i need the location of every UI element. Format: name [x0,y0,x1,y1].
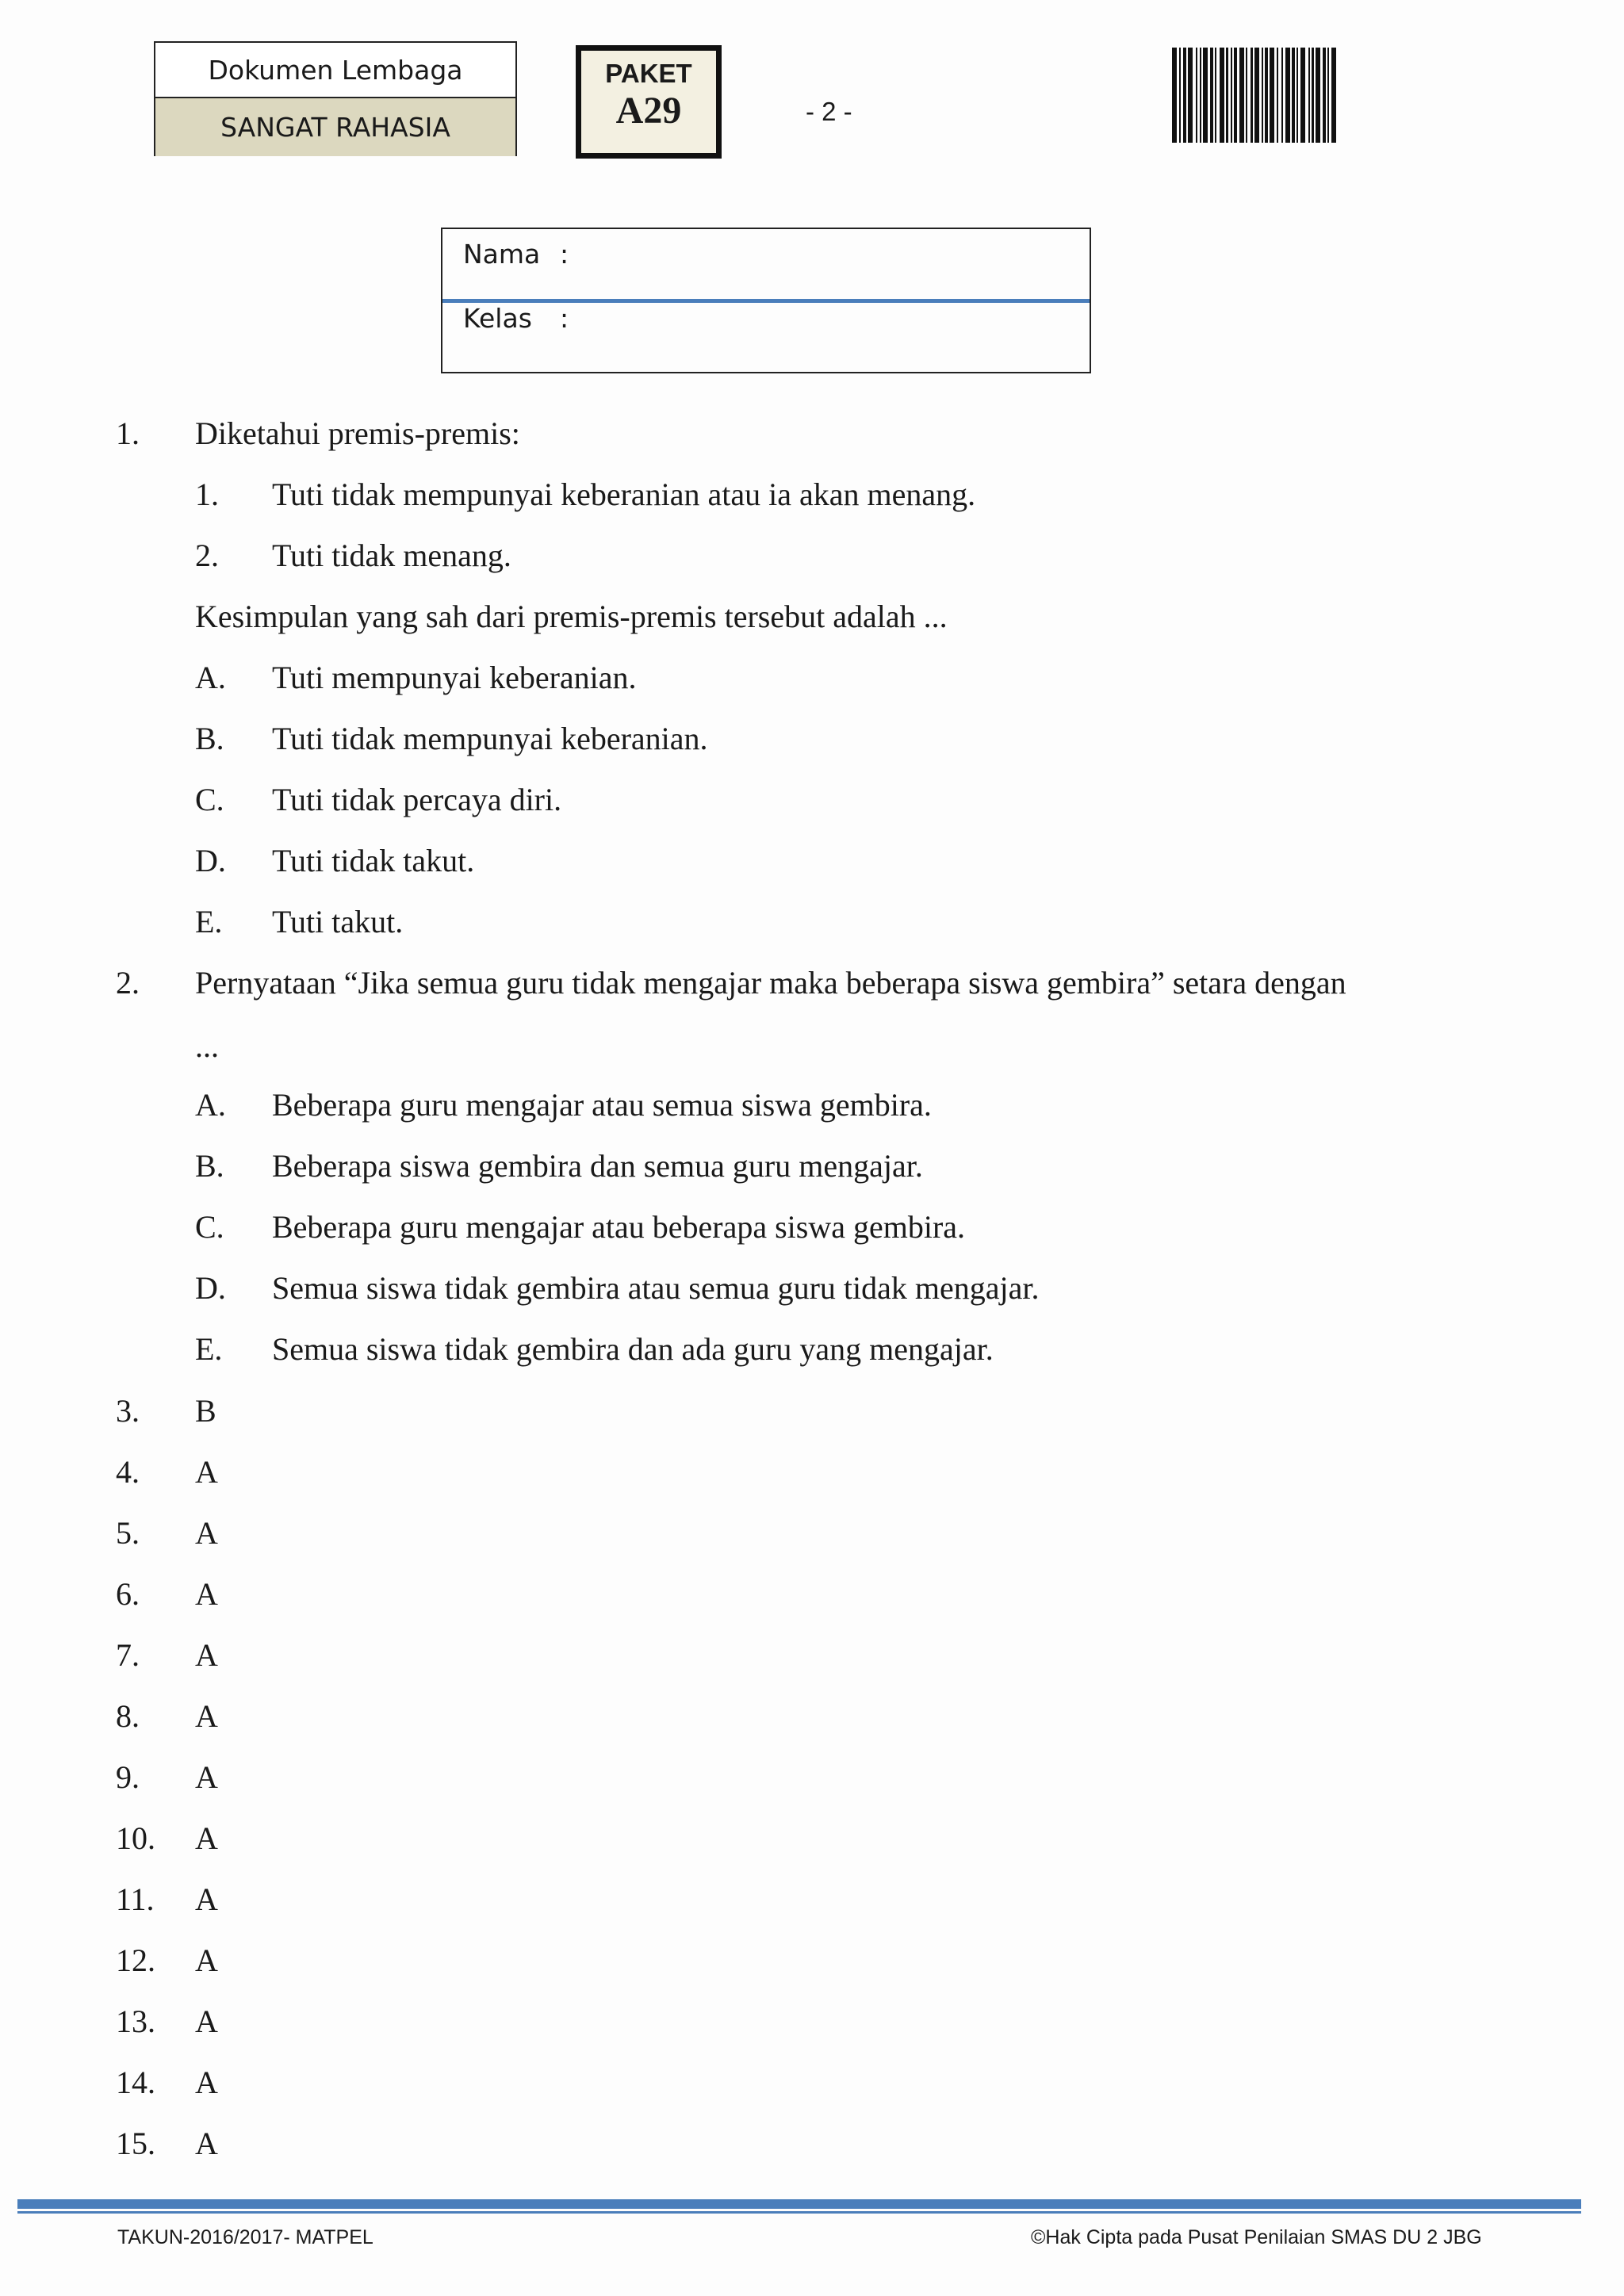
question-number: 4. [116,1454,140,1490]
page-number: - 2 - [806,97,852,126]
option-text: Tuti tidak mempunyai keberanian. [272,721,708,756]
document-classification-box [154,41,517,156]
option-text: Semua siswa tidak gembira atau semua guru tidak mengajar. [272,1270,1040,1306]
option-letter: D. [195,1270,226,1306]
question-number: 13. [116,2003,155,2039]
option-text: Tuti takut. [272,904,404,939]
option-text: Beberapa guru mengajar atau beberapa siswa gembira. [272,1209,966,1245]
option-text: Beberapa siswa gembira dan semua guru mengajar. [272,1148,923,1184]
option-text: Beberapa guru mengajar atau semua siswa gembira. [272,1087,932,1123]
question-number: 1. [116,415,140,451]
premise-number: 1. [195,476,219,512]
question-number: 15. [116,2126,155,2161]
option-text: Tuti tidak percaya diri. [272,782,562,817]
classification-label: SANGAT RAHASIA [155,98,515,156]
answer-text: A [195,2064,218,2100]
answer-text: A [195,2003,218,2039]
question-number: 11. [116,1881,155,1917]
question-number: 7. [116,1637,140,1673]
answer-text: A [195,2126,218,2161]
option-text: Tuti tidak takut. [272,843,475,878]
premise-text: Tuti tidak menang. [272,538,511,573]
option-letter: D. [195,843,226,878]
option-letter: E. [195,904,223,939]
answer-text: A [195,1759,218,1795]
answer-text: A [195,1698,218,1734]
doc-label: Dokumen Lembaga [155,43,515,98]
option-text: Tuti mempunyai keberanian. [272,660,637,695]
question-stem-continuation: ... [195,1028,219,1064]
question-number: 14. [116,2064,155,2100]
question-number: 5. [116,1515,140,1551]
option-letter: E. [195,1331,223,1367]
question-stem: Diketahui premis-premis: [195,415,520,451]
option-letter: B. [195,1148,224,1184]
question-number: 10. [116,1820,155,1856]
name-label: Nama [463,239,541,270]
question-stem: Pernyataan “Jika semua guru tidak mengajar maka beberapa siswa gembira” setara dengan [195,965,1346,1001]
name-colon: : [560,239,569,270]
answer-text: A [195,1637,218,1673]
answer-text: B [195,1393,216,1429]
premise-number: 2. [195,538,219,573]
barcode-gap [1336,48,1338,143]
barcode [1172,48,1511,143]
question-prompt: Kesimpulan yang sah dari premis-premis tersebut adalah ... [195,599,948,634]
paket-label: PAKET [605,59,692,88]
question-number: 2. [116,965,140,1001]
class-label: Kelas [463,303,532,334]
class-row [442,303,1090,373]
name-row [442,229,1090,303]
option-letter: A. [195,660,226,695]
premise-text: Tuti tidak mempunyai keberanian atau ia akan menang. [272,476,976,512]
question-number: 6. [116,1576,140,1612]
footer-divider [17,2199,1581,2209]
footer-left-text: TAKUN-2016/2017- MATPEL [117,2226,373,2248]
answer-text: A [195,1820,218,1856]
question-number: 12. [116,1942,155,1978]
footer-divider-thin [17,2211,1581,2214]
answer-text: A [195,1881,218,1917]
student-info-box [441,228,1091,373]
option-text: Semua siswa tidak gembira dan ada guru yang mengajar. [272,1331,994,1367]
answer-text: A [195,1942,218,1978]
class-colon: : [560,303,569,334]
answer-text: A [195,1576,218,1612]
option-letter: C. [195,782,224,817]
option-letter: A. [195,1087,226,1123]
paket-box [576,45,722,159]
question-number: 9. [116,1759,140,1795]
paket-code: A29 [615,90,682,132]
question-number: 8. [116,1698,140,1734]
answer-text: A [195,1454,218,1490]
footer-copyright: ©Hak Cipta pada Pusat Penilaian SMAS DU 2 JBG [1031,2226,1482,2248]
option-letter: C. [195,1209,224,1245]
answer-text: A [195,1515,218,1551]
option-letter: B. [195,721,224,756]
question-number: 3. [116,1393,140,1429]
